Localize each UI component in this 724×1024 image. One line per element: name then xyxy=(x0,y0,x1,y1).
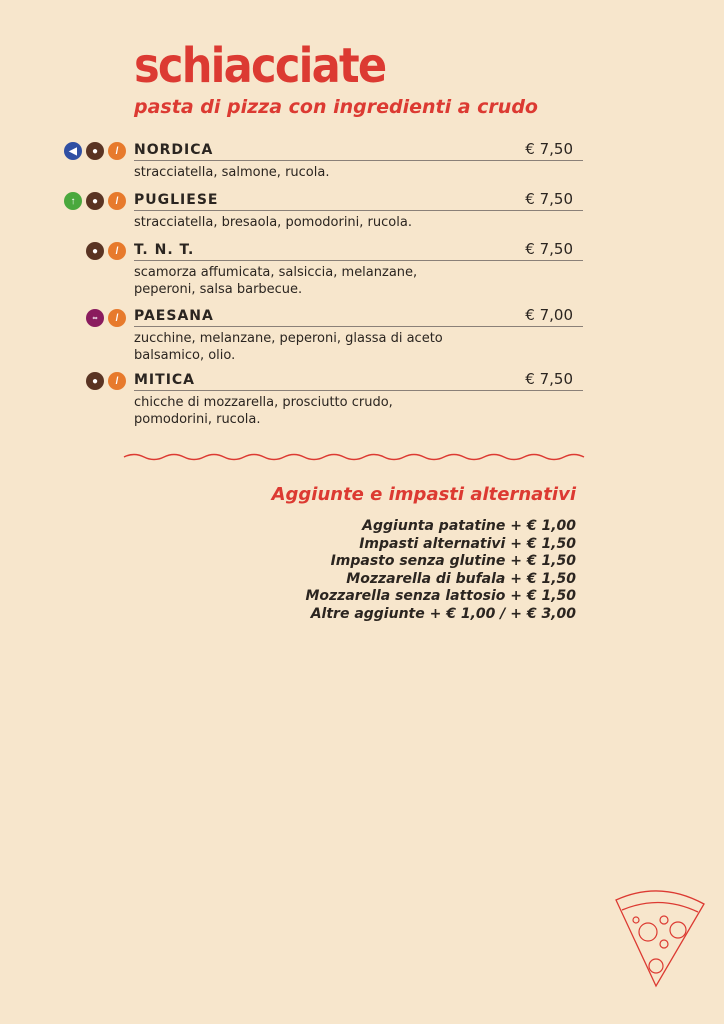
gluten-icon: / xyxy=(108,192,126,210)
item-description: scamorza affumicata, salsiccia, melanzane, peperoni, salsa barbecue. xyxy=(134,265,418,297)
olive-icon: ● xyxy=(86,142,104,160)
allergen-icons xyxy=(56,309,126,327)
gluten-icon: / xyxy=(108,242,126,260)
menu-item xyxy=(134,140,583,181)
menu-item xyxy=(134,370,583,428)
extras-line: Aggiunta patatine + € 1,00 xyxy=(362,518,576,534)
item-price: € 7,50 xyxy=(525,190,573,208)
item-name: PUGLIESE xyxy=(134,192,219,208)
item-name: NORDICA xyxy=(134,142,214,158)
olive-icon: ● xyxy=(86,372,104,390)
extras-line: Impasti alternativi + € 1,50 xyxy=(359,535,576,552)
extras-line: Impasto senza glutine + € 1,50 xyxy=(330,553,576,570)
menu-item xyxy=(134,240,583,298)
extras-title: Aggiunte e impasti alternativi xyxy=(271,484,576,505)
item-description: chicche di mozzarella, prosciutto crudo, pomodorini, rucola. xyxy=(134,395,393,427)
allergen-icons xyxy=(56,242,126,260)
leaf-icon: ↑ xyxy=(64,192,82,210)
menu-item xyxy=(134,190,583,231)
extras-list xyxy=(305,518,576,624)
extras-line: Altre aggiunte + € 1,00 / + € 3,00 xyxy=(310,605,576,622)
extras-line: Mozzarella senza lattosio + € 1,50 xyxy=(305,588,576,605)
page-subtitle: pasta di pizza con ingredienti a crudo xyxy=(134,96,538,118)
item-price: € 7,50 xyxy=(525,370,573,388)
item-description: zucchine, melanzane, peperoni, glassa di aceto balsamico, olio. xyxy=(134,331,443,363)
item-price: € 7,50 xyxy=(525,240,573,258)
gluten-icon: / xyxy=(108,142,126,160)
allergen-icons xyxy=(56,372,126,390)
gluten-icon: / xyxy=(108,309,126,327)
gluten-icon: / xyxy=(108,372,126,390)
olive-icon: ● xyxy=(86,192,104,210)
fish-icon: ◀ xyxy=(64,142,82,160)
item-name: PAESANA xyxy=(134,308,214,324)
pizza-slice-icon xyxy=(612,886,708,990)
item-description: stracciatella, bresaola, pomodorini, rucola. xyxy=(134,215,412,230)
wave-divider xyxy=(122,450,586,464)
item-price: € 7,00 xyxy=(525,306,573,324)
olive-icon: ● xyxy=(86,242,104,260)
page-title: schiacciate xyxy=(134,38,386,94)
allergen-icons xyxy=(56,192,126,210)
item-name: MITICA xyxy=(134,372,196,388)
extras-line: Mozzarella di bufala + € 1,50 xyxy=(346,570,576,587)
sulphite-icon: ∞ xyxy=(86,309,104,327)
item-description: stracciatella, salmone, rucola. xyxy=(134,165,330,180)
menu-item xyxy=(134,306,583,364)
allergen-icons xyxy=(56,142,126,160)
item-price: € 7,50 xyxy=(525,140,573,158)
item-name: T. N. T. xyxy=(134,242,195,258)
